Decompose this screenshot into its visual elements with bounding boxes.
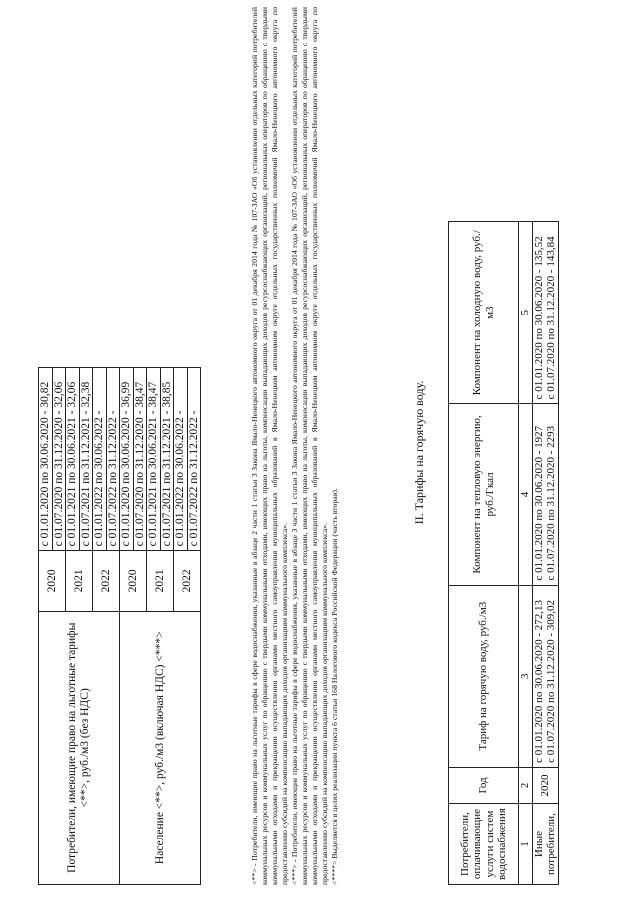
year-cell: 2021	[147, 551, 174, 611]
consumer-cell: Иные потребители,	[532, 804, 558, 885]
number-row	[519, 222, 533, 885]
header-row	[449, 222, 519, 885]
column-number: 5	[519, 222, 533, 404]
year-cell: 2022	[93, 551, 120, 611]
header-cell: Компонент на тепловую энергию, руб./Гкал	[449, 404, 519, 585]
header-cell: Год	[449, 767, 519, 803]
footnote: <***> - Потребители, имеющие право на льготные тарифы в сфере водоснабжения, указанные в абзаце 3 части 1 статьи 3 Закона Ямало-Ненецкого автономного округа от 01 декабря 2014 года № 107-ЗАО «Об установлении отдельных категорий потребителей коммунальных ресурсов и коммунальных услуг по обращению с твердыми коммунальными отходами, имеющих право на льготы, компенсации выпадающих доходов ресурсоснабжающих организаций, региональных операторов по обращению с твердыми коммунальными отходами и прекращении осуществления органами местного самоуправления муниципальных образований в Ямало-Ненецком автономном округе отдельных государственных полномочий Ямало-Ненецкого автономного округа по предоставлению субсидий на компенсацию выпадающих доходов организациям коммунального комплекса».	[290, 7, 329, 885]
value-cell: с 01.01.2021 по 30.06.2021 - 32,06	[66, 368, 80, 551]
value-line: с 01.07.2020 по 31.12.2020 - 143,84	[545, 236, 557, 400]
value-line: с 01.01.2020 по 30.06.2020 - 135,52	[532, 236, 545, 400]
value-cell: с 01.07.2022 по 31.12.2022 -	[106, 368, 120, 551]
footnotes	[250, 7, 340, 885]
value-cell: с 01.07.2021 по 31.12.2021 - 32,38	[79, 368, 93, 551]
table-row	[532, 222, 558, 885]
value-cell: с 01.01.2021 по 30.06.2021 - 38,47	[147, 368, 161, 551]
year-cell: 2020	[39, 551, 66, 611]
value-cell: с 01.01.2022 по 30.06.2022 -	[93, 368, 107, 551]
year-cell: 2022	[174, 551, 201, 611]
value-line: с 01.07.2020 по 31.12.2020 - 2293	[545, 425, 557, 581]
value-cell: с 01.01.2020 по 30.06.2020 - 36,99	[120, 368, 134, 551]
year-cell: 2020	[120, 551, 147, 611]
value-cell: с 01.01.2022 по 30.06.2022 -	[174, 368, 188, 551]
category-cell: Население <**>, руб./м3 (включая НДС) <***>	[120, 611, 201, 884]
column-number: 1	[519, 804, 533, 885]
heat-component-cell	[532, 404, 558, 585]
year-cell: 2020	[532, 767, 558, 803]
column-number: 3	[519, 585, 533, 767]
year-cell: 2021	[66, 551, 93, 611]
table-row	[120, 368, 134, 885]
footnote: <**> - Потребители, имеющие право на льготные тарифы в сфере водоснабжения, указанные в абзаце 2 части 1 статьи 3 Закона Ямало-Ненецкого автономного округа от 01 декабря 2014 года № 107-ЗАО «Об установлении отдельных категорий потребителей коммунальных ресурсов и коммунальных услуг по обращению с твердыми коммунальными отходами, имеющих право на льготы, компенсации выпадающих доходов ресурсоснабжающих организаций, региональных операторов по обращению с твердыми коммунальными отходами и прекращении осуществления органами местного самоуправления муниципальных образований в Ямало-Ненецком автономном округе отдельных государственных полномочий Ямало-Ненецкого автономного округа по предоставлению субсидий на компенсацию выпадающих доходов организациям коммунального комплекса».	[250, 7, 289, 885]
value-cell: с 01.07.2022 по 31.12.2022 -	[187, 368, 201, 551]
table-row	[39, 368, 53, 885]
header-cell: Потребители, оплачивающие услуги систем водоснабжения	[449, 804, 519, 885]
tariff-table-hot-water	[448, 221, 559, 885]
value-line: с 01.01.2020 по 30.06.2020 - 1927	[532, 425, 545, 581]
column-number: 2	[519, 767, 533, 803]
section-title: II. Тарифы на горячую воду.	[412, 380, 426, 525]
tariff-cell	[532, 585, 558, 767]
header-cell: Тариф на горячую воду, руб./м3	[449, 585, 519, 767]
value-cell: с 01.07.2021 по 31.12.2021 - 38,85	[160, 368, 174, 551]
value-line: с 01.01.2020 по 30.06.2020 - 272,13	[532, 599, 545, 763]
footnote: <****> Выделяется в целях реализации пункта 6 статьи 168 Налогового кодекса Российской Федерации (часть вторая).	[330, 488, 339, 885]
header-cell: Компонент на холодную воду, руб./м3	[449, 222, 519, 404]
value-line: с 01.07.2020 по 31.12.2020 - 309,02	[545, 599, 557, 763]
tariff-table-cold-water	[38, 367, 201, 885]
cold-component-cell	[532, 222, 558, 404]
category-cell: Потребители, имеющие право на льготные тарифы <**>, руб./м3 (без НДС)	[39, 611, 120, 884]
value-cell: с 01.01.2020 по 30.06.2020 - 30,82	[39, 368, 53, 551]
column-number: 4	[519, 404, 533, 585]
value-cell: с 01.07.2020 по 31.12.2020 - 32,06	[52, 368, 66, 551]
value-cell: с 01.07.2020 по 31.12.2020 - 38,47	[133, 368, 147, 551]
